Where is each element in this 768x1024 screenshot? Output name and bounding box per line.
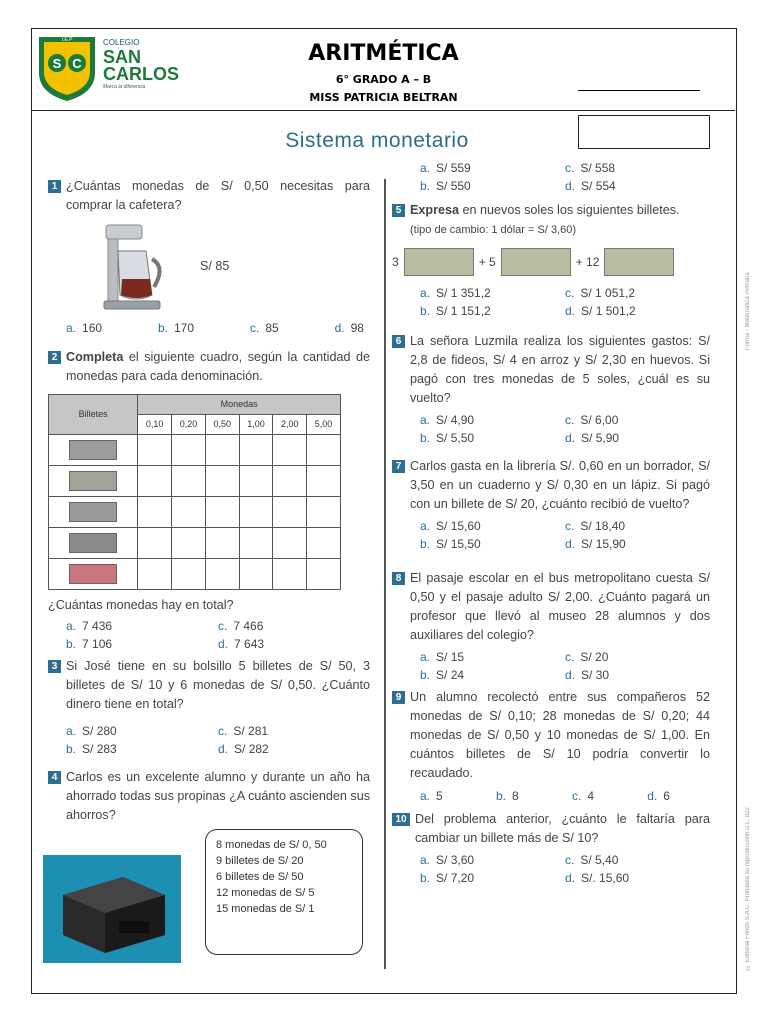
question-text: Carlos es un excelente alumno y durante un año ha ahorrado todas sus propinas ¿A cuánto ascienden sus ahorros?: [66, 770, 370, 822]
option-value: 8: [512, 789, 519, 803]
coin-count-cell[interactable]: [138, 528, 172, 559]
bill-count-2: + 5: [478, 254, 496, 269]
option-letter: b.: [420, 431, 431, 445]
svg-text:I.E.P: I.E.P: [61, 37, 73, 43]
answer-option[interactable]: [66, 722, 218, 740]
coin-count-cell[interactable]: [273, 497, 307, 528]
option-letter: a.: [66, 724, 77, 738]
option-value: S/ 30: [581, 668, 610, 682]
option-letter: a.: [420, 413, 431, 427]
question-number: 3: [48, 660, 61, 673]
option-letter: b.: [420, 537, 431, 551]
answer-option[interactable]: [420, 159, 565, 177]
question-2: [48, 348, 370, 386]
option-letter: a.: [420, 789, 431, 803]
q6-options: [420, 411, 710, 447]
answer-option[interactable]: [420, 851, 565, 869]
question-number: 4: [48, 771, 61, 784]
question-5: [392, 201, 710, 240]
question-bold-word: Completa: [66, 350, 124, 364]
question-bold-word: Expresa: [410, 203, 460, 217]
coin-count-cell[interactable]: [205, 559, 239, 590]
svg-text:SAN: SAN: [103, 47, 142, 67]
question-number: 9: [392, 691, 405, 704]
answer-option[interactable]: [572, 787, 594, 806]
option-letter: c.: [565, 519, 575, 533]
svg-text:C: C: [72, 56, 82, 71]
coffee-maker-figure: [100, 221, 370, 311]
q7-options: [420, 517, 710, 553]
option-value: S/ 550: [436, 179, 471, 193]
answer-option[interactable]: [565, 302, 710, 320]
bill-cell: [49, 528, 138, 559]
answer-option[interactable]: [565, 517, 710, 535]
left-column: [48, 177, 370, 828]
answer-option[interactable]: [420, 284, 565, 302]
option-value: S/ 559: [436, 161, 471, 175]
coin-count-cell[interactable]: [307, 435, 341, 466]
option-value: S/ 281: [233, 724, 269, 738]
svg-text:S: S: [52, 56, 62, 71]
coffee-price: S/ 85: [200, 258, 230, 273]
answer-option[interactable]: [420, 302, 565, 320]
col-header-billetes: Billetes: [49, 395, 138, 435]
coin-count-cell[interactable]: [138, 559, 172, 590]
dollar-bill-image: [604, 248, 674, 276]
option-letter: a.: [420, 286, 431, 300]
question-number: 7: [392, 460, 405, 473]
option-value: S/ 15,50: [436, 537, 481, 551]
coin-count-cell[interactable]: [273, 466, 307, 497]
banknote-image: [69, 564, 117, 584]
answer-option[interactable]: [565, 851, 710, 869]
question-text-rest: en nuevos soles los siguientes billetes.: [459, 203, 680, 217]
coffee-maker-icon: [100, 221, 172, 311]
answer-option[interactable]: [420, 177, 565, 195]
side-credit-bottom: © Editorial Fondo S.A.C. Prohibida su reproducción D.L. 822: [745, 807, 751, 970]
question-6: [392, 332, 710, 408]
option-value: 4: [587, 789, 594, 803]
option-value: S/ 3,60: [436, 853, 475, 867]
option-letter: b.: [420, 871, 431, 885]
answer-option[interactable]: [420, 648, 565, 666]
table-row: [49, 528, 341, 559]
option-value: 7 106: [82, 637, 113, 651]
table-row: [49, 435, 341, 466]
coin-count-cell[interactable]: [307, 466, 341, 497]
answer-option[interactable]: [647, 787, 670, 806]
option-value: S/ 283: [82, 742, 117, 756]
question-text: ¿Cuántas monedas de S/ 0,50 necesitas para comprar la cafetera?: [66, 179, 370, 212]
denomination-header: 2,00: [273, 415, 307, 435]
question-number: 2: [48, 351, 61, 364]
bill-cell: [49, 466, 138, 497]
savings-bubble: [205, 829, 363, 955]
savings-item: 15 monedas de S/ 1: [216, 903, 315, 915]
option-letter: d.: [218, 742, 229, 756]
option-letter: c.: [565, 853, 575, 867]
answer-option[interactable]: [218, 635, 370, 653]
option-value: S/ 554: [581, 179, 616, 193]
option-letter: b.: [495, 789, 506, 803]
coin-count-cell[interactable]: [205, 528, 239, 559]
answer-option[interactable]: [66, 740, 218, 758]
answer-option[interactable]: [565, 159, 710, 177]
answer-option[interactable]: [420, 666, 565, 684]
option-value: 170: [174, 321, 195, 335]
bill-cell: [49, 497, 138, 528]
grade-label: 6° GRADO A – B: [335, 73, 432, 86]
table-row: [49, 497, 341, 528]
exchange-rate: (tipo de cambio: 1 dólar = S/ 3,60): [410, 224, 577, 236]
answer-option[interactable]: [565, 666, 710, 684]
coin-count-cell[interactable]: [138, 497, 172, 528]
option-letter: a.: [420, 853, 431, 867]
option-letter: c.: [218, 619, 228, 633]
page-title: Sistema monetario: [285, 129, 469, 152]
question-3: [48, 657, 370, 714]
answer-option[interactable]: [565, 535, 710, 553]
option-value: S/ 282: [234, 742, 269, 756]
option-letter: b.: [420, 304, 431, 318]
denomination-header: 0,10: [138, 415, 172, 435]
option-value: S/ 5,90: [581, 431, 620, 445]
option-value: S/ 1 051,2: [580, 286, 636, 300]
bill-count-1: 3: [392, 254, 399, 269]
option-value: S/ 15,90: [581, 537, 626, 551]
coin-count-cell[interactable]: [138, 466, 172, 497]
option-value: S/ 24: [436, 668, 465, 682]
q10-options: [420, 851, 710, 887]
q3-options: [66, 722, 370, 758]
answer-option[interactable]: [420, 411, 565, 429]
question-text: Del problema anterior, ¿cuánto le faltaría para cambiar un billete más de S/ 10?: [415, 812, 710, 845]
answer-option[interactable]: [565, 411, 710, 429]
worksheet-frame: [31, 28, 737, 994]
option-value: 5: [436, 789, 443, 803]
option-letter: a.: [420, 161, 431, 175]
option-letter: b.: [66, 637, 77, 651]
denomination-header: 0,20: [172, 415, 206, 435]
answer-option[interactable]: [420, 869, 565, 887]
dollar-bills-row: [392, 248, 710, 276]
piggy-safe-image: [43, 855, 181, 963]
savings-item: 12 monedas de S/ 5: [216, 887, 315, 899]
dollar-bill-image: [501, 248, 571, 276]
option-letter: b.: [66, 742, 77, 756]
option-value: 7 466: [233, 619, 264, 633]
banknote-image: [69, 471, 117, 491]
question-4: [48, 768, 370, 825]
option-letter: d.: [565, 304, 576, 318]
bill-cell: [49, 559, 138, 590]
svg-text:CARLOS: CARLOS: [103, 64, 179, 84]
question-1: [48, 177, 370, 215]
option-value: 160: [82, 321, 103, 335]
column-divider: [384, 179, 386, 969]
option-letter: b.: [420, 179, 431, 193]
option-letter: d.: [565, 431, 576, 445]
savings-item: 9 billetes de S/ 20: [216, 855, 304, 867]
answer-option[interactable]: [158, 319, 194, 338]
coins-table: [48, 394, 341, 590]
svg-text:Marca la diferencia: Marca la diferencia: [103, 84, 146, 90]
answer-option[interactable]: [420, 787, 443, 806]
option-letter: d.: [565, 668, 576, 682]
option-letter: a.: [420, 519, 431, 533]
coin-count-cell[interactable]: [205, 466, 239, 497]
answer-option[interactable]: [565, 869, 710, 887]
option-value: 98: [350, 321, 364, 335]
option-value: S/ 6,00: [580, 413, 619, 427]
option-letter: b.: [420, 668, 431, 682]
option-letter: c.: [565, 286, 575, 300]
answer-option[interactable]: [66, 617, 218, 635]
q4-options: [420, 159, 710, 195]
answer-option[interactable]: [565, 648, 710, 666]
option-value: S/ 1 151,2: [436, 304, 491, 318]
coin-count-cell[interactable]: [273, 528, 307, 559]
coin-count-cell[interactable]: [239, 497, 273, 528]
question-number: 8: [392, 572, 405, 585]
question-text: Un alumno recolectó entre sus compañeros 52 monedas de S/ 0,10; 28 monedas de S/ 0,20; 44 monedas de S/ 0,50 y 10 monedas de S/ 1,00. En cuántos billetes de S/ 10 podría convertir lo recaudado.: [410, 690, 710, 780]
coin-count-cell[interactable]: [239, 559, 273, 590]
question-text: Si José tiene en su bolsillo 5 billetes de S/ 50, 3 billetes de S/ 10 y 6 monedas de S/ 0,50. ¿Cuánto dinero tiene en total?: [66, 659, 370, 711]
score-box[interactable]: [578, 115, 710, 149]
option-letter: c.: [565, 650, 575, 664]
coin-count-cell[interactable]: [307, 497, 341, 528]
answer-option[interactable]: [250, 319, 279, 338]
answer-option[interactable]: [66, 635, 218, 653]
right-column: [392, 157, 710, 887]
option-value: S/ 1 351,2: [436, 286, 491, 300]
option-letter: b.: [157, 321, 168, 335]
question-text: Carlos gasta en la librería S/. 0,60 en un borrador, S/ 3,50 en un cuaderno y S/ 0,30 en un lápiz. Si pagó con un billete de S/ 20, ¿cuánto recibió de vuelto?: [410, 459, 710, 511]
option-value: S/ 1 501,2: [581, 304, 636, 318]
q8-options: [420, 648, 710, 684]
option-letter: a.: [66, 321, 77, 335]
coin-count-cell[interactable]: [172, 466, 206, 497]
coin-count-cell[interactable]: [307, 559, 341, 590]
table-row: [49, 559, 341, 590]
answer-option[interactable]: [565, 284, 710, 302]
dollar-bill-image: [404, 248, 474, 276]
option-value: S/ 280: [82, 724, 117, 738]
option-letter: d.: [218, 637, 229, 651]
option-letter: d.: [334, 321, 345, 335]
answer-option[interactable]: [420, 517, 565, 535]
coin-count-cell[interactable]: [273, 559, 307, 590]
question-text: El pasaje escolar en el bus metropolitano cuesta S/ 0,50 y el pasaje adulto S/ 2,00. ¿Cuánto pagará un profesor que llevó al museo 28 alumnos y dos auxiliares del colegio?: [410, 571, 710, 642]
coin-count-cell[interactable]: [239, 528, 273, 559]
option-value: S/ 20: [580, 650, 609, 664]
side-credit-top: Forma - Matemática Primaria: [745, 272, 751, 350]
option-value: 7 643: [234, 637, 265, 651]
option-value: S/ 558: [580, 161, 616, 175]
bill-count-3: + 12: [575, 254, 600, 269]
option-letter: c.: [565, 161, 575, 175]
bill-cell: [49, 435, 138, 466]
option-letter: a.: [420, 650, 431, 664]
option-value: S/ 18,40: [580, 519, 626, 533]
question-number: 1: [48, 180, 61, 193]
option-value: 85: [265, 321, 279, 335]
question-number: 5: [392, 204, 405, 217]
question-8: [392, 569, 710, 645]
option-value: S/. 15,60: [581, 871, 630, 885]
question-number: 10: [392, 813, 410, 826]
option-letter: c.: [571, 789, 582, 803]
answer-option[interactable]: [565, 177, 710, 195]
option-value: S/ 15: [436, 650, 465, 664]
question-10: [392, 810, 710, 848]
savings-item: 6 billetes de S/ 50: [216, 871, 304, 883]
coin-count-cell[interactable]: [239, 435, 273, 466]
option-letter: d.: [565, 537, 576, 551]
q9-options: [420, 787, 670, 806]
banknote-image: [69, 502, 117, 522]
option-value: S/ 5,40: [580, 853, 619, 867]
option-value: 7 436: [82, 619, 113, 633]
banknote-image: [69, 440, 117, 460]
question-number: 6: [392, 335, 405, 348]
teacher-label: MISS PATRICIA BELTRAN: [309, 91, 458, 104]
option-value: S/ 4,90: [436, 413, 475, 427]
option-value: S/ 7,20: [436, 871, 475, 885]
q5-options: [420, 284, 710, 320]
coin-count-cell[interactable]: [138, 435, 172, 466]
option-letter: c.: [218, 724, 228, 738]
option-letter: c.: [565, 413, 575, 427]
option-letter: c.: [249, 321, 260, 335]
option-letter: d.: [647, 789, 658, 803]
option-letter: d.: [565, 179, 576, 193]
answer-option[interactable]: [218, 617, 370, 635]
option-letter: d.: [565, 871, 576, 885]
coin-count-cell[interactable]: [205, 497, 239, 528]
option-value: S/ 5,50: [436, 431, 475, 445]
coin-count-cell[interactable]: [172, 435, 206, 466]
subject-title: ARITMÉTICA: [308, 41, 459, 66]
answer-option[interactable]: [218, 722, 370, 740]
option-value: 6: [663, 789, 670, 803]
coin-count-cell[interactable]: [239, 466, 273, 497]
col-header-monedas: Monedas: [138, 395, 341, 415]
question-9: [392, 688, 710, 783]
coin-count-cell[interactable]: [172, 497, 206, 528]
coin-count-cell[interactable]: [172, 559, 206, 590]
answer-option[interactable]: [420, 535, 565, 553]
answer-option[interactable]: [218, 740, 370, 758]
coin-count-cell[interactable]: [307, 528, 341, 559]
denomination-header: 0,50: [205, 415, 239, 435]
q1-options: [66, 319, 364, 338]
header: [32, 29, 735, 111]
question-text: [66, 348, 370, 386]
answer-option[interactable]: [335, 319, 364, 338]
answer-option[interactable]: [565, 429, 710, 447]
banknote-image: [69, 533, 117, 553]
q2-options: [66, 617, 370, 653]
option-letter: a.: [66, 619, 77, 633]
question-text-rest: el siguiente cuadro, según la cantidad de monedas para cada denominación.: [66, 350, 370, 383]
savings-item: 8 monedas de S/ 0, 50: [216, 839, 327, 851]
q2-question: ¿Cuántas monedas hay en total?: [48, 598, 234, 612]
question-text: [410, 201, 680, 240]
answer-option[interactable]: [66, 319, 102, 338]
question-7: [392, 457, 710, 514]
coin-count-cell[interactable]: [205, 435, 239, 466]
svg-text:COLEGIO: COLEGIO: [103, 38, 140, 47]
coin-count-cell[interactable]: [172, 528, 206, 559]
question-text: La señora Luzmila realiza los siguientes gastos: S/ 2,8 de fideos, S/ 4 en arroz y S/ 2,30 en huevos. Si pagó con tres monedas de 5 soles, ¿cuál es su vuelto?: [410, 334, 710, 405]
denomination-header: 5,00: [307, 415, 341, 435]
answer-option[interactable]: [420, 429, 565, 447]
answer-option[interactable]: [496, 787, 519, 806]
table-row: [49, 466, 341, 497]
coin-count-cell[interactable]: [273, 435, 307, 466]
denomination-header: 1,00: [239, 415, 273, 435]
option-value: S/ 15,60: [436, 519, 481, 533]
name-line[interactable]: [578, 90, 700, 91]
